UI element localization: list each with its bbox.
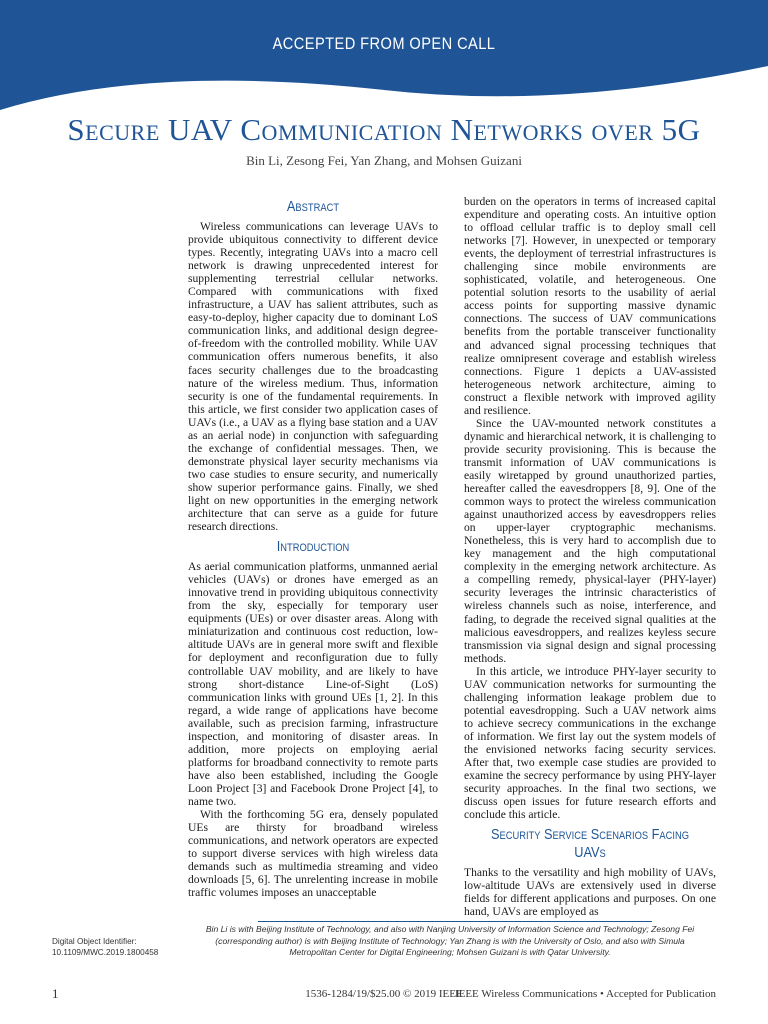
abstract-heading: Abstract xyxy=(286,198,340,215)
left-column xyxy=(188,220,438,899)
abstract-text: Wireless communications can leverage UAVs to provide ubiquitous connectivity to different device types. Recently, integrating UAVs into a macro cell network is drawing unprecedented interest for supplementing terrestrial cellular networks. Compared with communications with fixed infrastructure, a UAV has salient attributes, such as easy-to-deploy, higher capacity due to dominant LoS communication links, and additional design degree-of-freedom with the controlled mobility. While UAV communication offers numerous benefits, it also faces security challenges due to the broadcasting nature of the wireless medium. Thus, information security is one of the fundamental requirements. In this article, we first consider two application cases of UAVs (i.e., a UAV as a flying base station and a UAV as an aerial node) in conjunction with safeguarding the exchange of confidential messages. Then, we demonstrate physical layer security mechanisms via two case studies to ensure security, and numerically show superior performance gains. Finally, we shed light on new opportunities in the emerging network architecture that can serve as a guide for future research directions. xyxy=(188,220,438,534)
footnote-divider xyxy=(258,921,652,922)
author-list: Bin Li, Zesong Fei, Yan Zhang, and Mohsen Guizani xyxy=(246,153,522,168)
section-paragraph-1: Thanks to the versatility and high mobility of UAVs, low-altitude UAVs are extensively used in diverse fields for different applications and purposes. On one hand, UAVs are employed as xyxy=(464,866,716,919)
header-banner xyxy=(0,0,768,110)
intro-paragraph-1: As aerial communication platforms, unmanned aerial vehicles (UAVs) or drones have emerged as an innovative trend in providing ubiquitous connectivity from the sky, especially for temporary user equipments (UEs) or over disaster areas. Along with miniaturization and continuous cost reduction, low-altitude UAVs are in general more swift and flexible for deployment and reconfiguration due to fully controllable UAV mobility, and are likely to have strong short-distance Line-of-Sight (LoS) communication links with ground UEs [1, 2]. In this regard, a wide range of applications have become available, such as precision farming, infrastructure inspection, and monitoring of disaster areas. In addition, more projects on employing aerial platforms for broadband connectivity to remote parts have also been established, including the Google Loon Project [3] and Facebook Drone Project [4], to name two. xyxy=(188,560,438,808)
intro-paragraph-4: Since the UAV-mounted network constitutes a dynamic and hierarchical network, it is challenging to provide security provisioning. This is because the transmit information of UAV communications is easily wiretapped by ground unauthorized parties, hereafter called the eavesdroppers [8, 9]. One of the common ways to protect the wireless communication against unauthorized access by eavesdroppers relies on upper-layer cryptographic mechanisms. Nonetheless, this is very hard to accomplish due to key management and the high computational complexity in the emerging network architecture. As a compelling remedy, physical-layer (PHY-layer) security leverages the intrinsic characteristics of wireless channels such as noise, interference, and fading, to degrade the received signal qualities at the malicious eavesdroppers, and realizes keyless secure transmission via signal design and signal processing methods. xyxy=(464,416,716,665)
doi-value: 10.1109/MWC.2019.1800458 xyxy=(52,948,159,957)
right-column xyxy=(464,195,716,918)
intro-paragraph-5: In this article, we introduce PHY-layer security to UAV communication networks for surmounting the challenging information leakage problem due to potential eavesdropping. Such a UAV network aims to achieve secrecy communications in the exchange of information. We first lay out the system models of the envisioned networks facing security services. After that, two exemple case studies are provided to examine the secrecy performance by using PHY-layer security approaches. In the final two sections, we discuss open issues for future research efforts and conclude this article. xyxy=(464,664,716,822)
journal-name: IEEE Wireless Communications • Accepted for Publication xyxy=(454,988,716,1000)
page-number: 1 xyxy=(52,986,59,1001)
section-label: ACCEPTED FROM OPEN CALL xyxy=(272,34,496,53)
article-title: Secure UAV Communication Networks over 5G xyxy=(67,112,701,147)
intro-paragraph-2: With the forthcoming 5G era, densely populated UEs are thirsty for broadband wireless communications, and network operators are expected to support diverse services with high wireless data demands such as multimedia streaming and video downloads [5, 6]. The unrelenting increase in mobile traffic volumes imposes an unacceptable xyxy=(188,808,438,900)
section-heading: Security Service Scenarios Facing UAVs xyxy=(490,826,690,862)
doi-label: Digital Object Identifier: xyxy=(52,937,137,946)
doi-block xyxy=(52,936,192,958)
issn-copyright: 1536-1284/19/$25.00 © 2019 IEEE xyxy=(305,988,463,1000)
author-affiliations: Bin Li is with Beijing Institute of Technology, and also with Nanjing University of Information Science and Technology; Zesong Fei (corresponding author) is with Beijing Institute of Technology; Yan Zhang is with the University of Oslo, and also with Simula Metropolitan Center for Digital Engineering; Mohsen Guizani is with Qatar University. xyxy=(205,924,695,957)
introduction-heading: Introduction xyxy=(276,538,350,556)
intro-paragraph-3: burden on the operators in terms of increased capital expenditure and operating costs. An intuitive option to offload cellular traffic is to deploy small cell networks [7]. However, in unexpected or temporary events, the deployment of terrestrial infrastructures is challenging since mobile environments are sophisticated, volatile, and heterogeneous. One potential solution resorts to the usability of aerial access points for supporting massive dynamic connections. The success of UAV communications benefits from the portable transceiver functionality and advanced signal processing techniques that realize omnipresent coverage and establish wireless connections. Figure 1 depicts a UAV-assisted heterogeneous network architecture, aiming to construct a flexible network with improved agility and resilience. xyxy=(464,195,716,417)
banner-shape xyxy=(0,0,768,110)
